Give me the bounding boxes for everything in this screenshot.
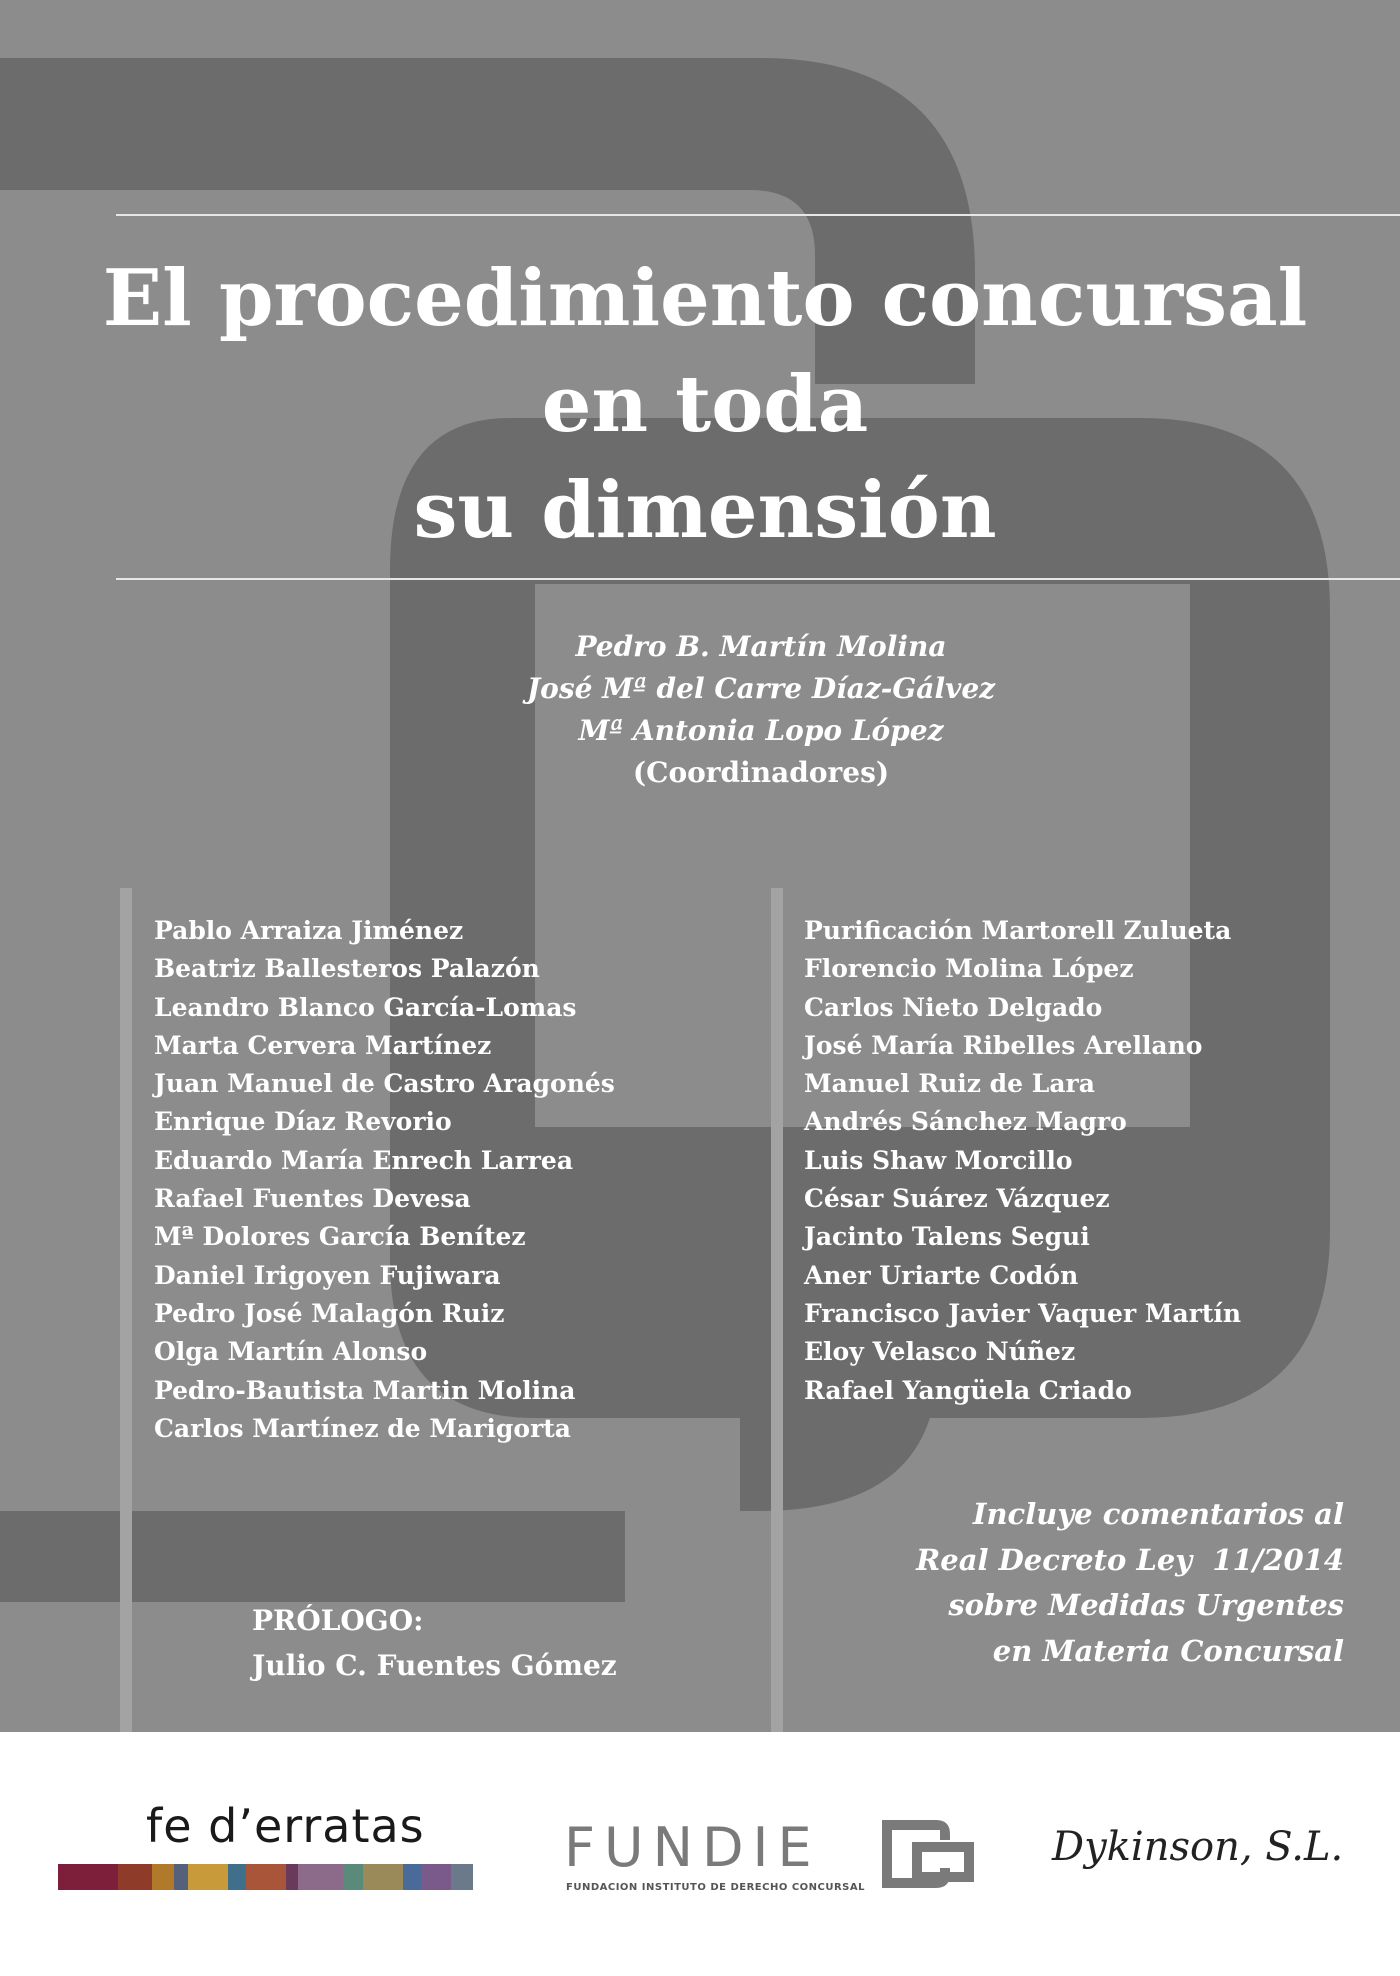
fundie-wordmark: FUNDIE <box>564 1816 821 1879</box>
author-name: Carlos Martínez de Marigorta <box>154 1413 571 1443</box>
author-name: Marta Cervera Martínez <box>154 1030 492 1060</box>
fundie-logo <box>562 1816 982 1906</box>
dykinson-logo: Dykinson, S.L. <box>1052 1824 1344 1870</box>
top-divider <box>116 214 1400 216</box>
coordinator-2: José Mª del Carre Díaz-Gálvez <box>526 672 996 705</box>
bottom-divider <box>116 578 1400 580</box>
authors-left-column <box>154 912 615 1448</box>
includes-line-1: Incluye comentarios al <box>972 1497 1344 1531</box>
title-line-3: su dimensión <box>413 465 997 556</box>
author-name: Pablo Arraiza Jiménez <box>154 916 464 945</box>
author-name: Pedro José Malagón Ruiz <box>154 1298 505 1328</box>
author-name: Purificación Martorell Zulueta <box>804 916 1232 945</box>
authors-right-column <box>804 912 1241 1410</box>
author-name: Enrique Díaz Revorio <box>154 1107 452 1137</box>
includes-note <box>916 1492 1344 1674</box>
middle-vertical-bar <box>771 888 783 1732</box>
author-name: César Suárez Vázquez <box>804 1184 1110 1214</box>
author-name: José María Ribelles Arellano <box>804 1030 1203 1060</box>
book-title <box>0 246 1400 564</box>
includes-line-2: Real Decreto Ley 11/2014 <box>916 1542 1344 1577</box>
author-name: Francisco Javier Vaquer Martín <box>804 1298 1242 1328</box>
coordinator-3: Mª Antonia Lopo López <box>578 714 944 747</box>
author-name: Florencio Molina López <box>804 954 1134 984</box>
coordinators-role: (Coordinadores) <box>632 756 890 789</box>
author-name: Pedro-Bautista Martin Molina <box>154 1375 576 1405</box>
author-name: Olga Martín Alonso <box>154 1337 428 1367</box>
author-name: Daniel Irigoyen Fujiwara <box>154 1260 501 1290</box>
includes-line-4: en Materia Concursal <box>992 1633 1344 1668</box>
coordinators-block <box>0 626 1400 794</box>
author-name: Eloy Velasco Núñez <box>804 1337 1076 1367</box>
author-name: Beatriz Ballesteros Palazón <box>154 954 540 984</box>
author-name: Rafael Fuentes Devesa <box>154 1184 471 1214</box>
author-name: Manuel Ruiz de Lara <box>804 1069 1095 1099</box>
title-line-1: El procedimiento concursal <box>102 253 1308 344</box>
author-name: Luis Shaw Morcillo <box>804 1145 1073 1175</box>
fundie-subtitle: FUNDACION INSTITUTO DE DERECHO CONCURSAL <box>566 1882 865 1893</box>
includes-line-3: sobre Medidas Urgentes <box>948 1588 1344 1622</box>
author-name: Rafael Yangüela Criado <box>804 1375 1132 1405</box>
prologue-label: PRÓLOGO: <box>252 1604 424 1637</box>
bottom-band-shape <box>0 1511 625 1602</box>
prologue-block <box>252 1598 617 1688</box>
prologue-author: Julio C. Fuentes Gómez <box>252 1649 617 1682</box>
author-name: Juan Manuel de Castro Aragonés <box>154 1069 615 1099</box>
color-stripes-graphic <box>58 1864 473 1890</box>
author-name: Eduardo María Enrech Larrea <box>154 1145 574 1175</box>
fe-derratas-wordmark: fe d’erratas <box>146 1799 425 1853</box>
fe-derratas-logo <box>58 1798 473 1890</box>
author-name: Andrés Sánchez Magro <box>804 1107 1127 1137</box>
title-line-2: en toda <box>541 359 869 450</box>
author-name: Mª Dolores García Benítez <box>154 1222 526 1252</box>
coordinator-1: Pedro B. Martín Molina <box>575 630 947 663</box>
author-name: Jacinto Talens Segui <box>804 1222 1090 1252</box>
author-name: Aner Uriarte Codón <box>804 1260 1079 1290</box>
publisher-footer <box>0 1732 1400 1976</box>
left-vertical-bar <box>120 888 132 1732</box>
fundie-symbol-icon <box>876 1816 984 1892</box>
author-name: Leandro Blanco García-Lomas <box>154 992 577 1022</box>
author-name: Carlos Nieto Delgado <box>804 992 1103 1022</box>
